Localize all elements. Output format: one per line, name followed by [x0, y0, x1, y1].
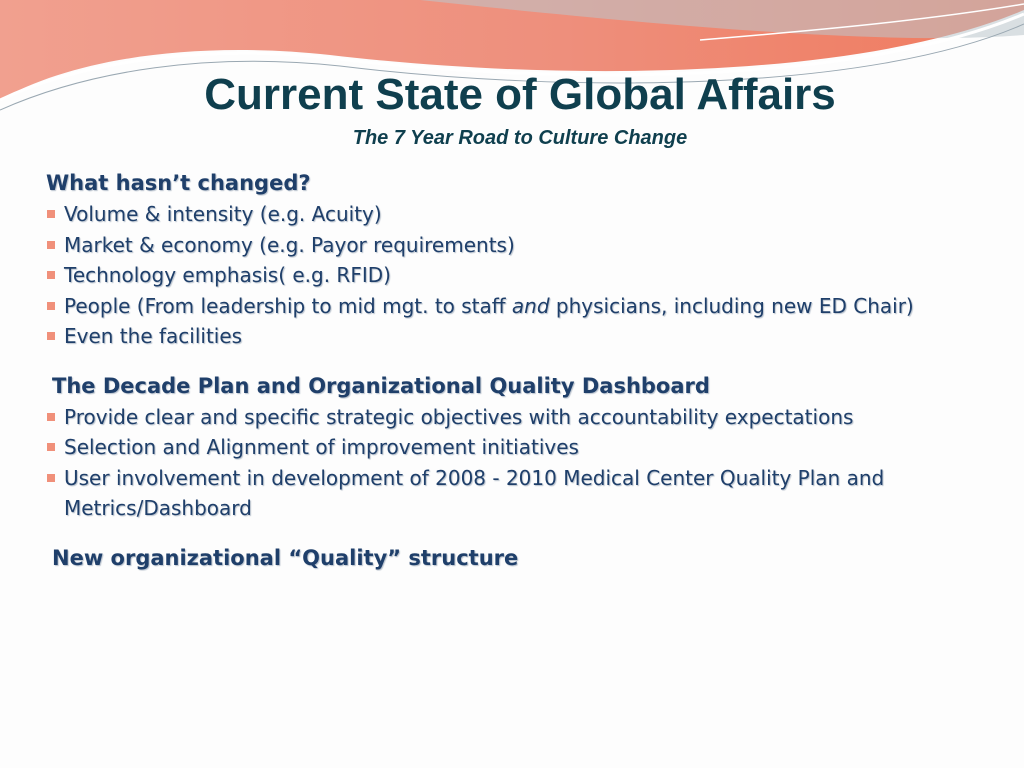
slide-subtitle: The 7 Year Road to Culture Change	[352, 127, 688, 149]
square-bullet-icon	[47, 271, 55, 279]
square-bullet-icon	[47, 302, 55, 310]
section1-bullet-list	[46, 199, 1006, 352]
slide-content	[46, 171, 1006, 570]
bullet-item: Technology emphasis( e.g. RFID)	[46, 260, 1006, 291]
section-heading-quality-structure: New organizational “Quality” structure	[52, 545, 519, 570]
bullet-item: Market & economy (e.g. Payor requirements)	[46, 230, 1006, 261]
square-bullet-icon	[47, 474, 55, 482]
bullet-item: User involvement in development of 2008 - 2010 Medical Center Quality Plan and Metrics/Dashboard	[46, 463, 1006, 524]
bullet-item: Even the facilities	[46, 321, 1006, 352]
square-bullet-icon	[47, 413, 55, 421]
section-heading-decade-plan: The Decade Plan and Organizational Quality Dashboard	[52, 373, 710, 398]
bullet-item: Provide clear and specific strategic objectives with accountability expectations	[46, 402, 1006, 433]
square-bullet-icon	[47, 443, 55, 451]
bullet-item: People (From leadership to mid mgt. to staff and physicians, including new ED Chair)	[46, 291, 1006, 322]
bullet-item: Volume & intensity (e.g. Acuity)	[46, 199, 1006, 230]
square-bullet-icon	[47, 332, 55, 340]
square-bullet-icon	[47, 210, 55, 218]
square-bullet-icon	[47, 241, 55, 249]
bullet-item: Selection and Alignment of improvement initiatives	[46, 432, 1006, 463]
section2-bullet-list	[46, 402, 1006, 524]
section-heading-what-hasnt-changed: What hasn’t changed?	[46, 171, 311, 195]
slide-title: Current State of Global Affairs	[204, 70, 836, 119]
